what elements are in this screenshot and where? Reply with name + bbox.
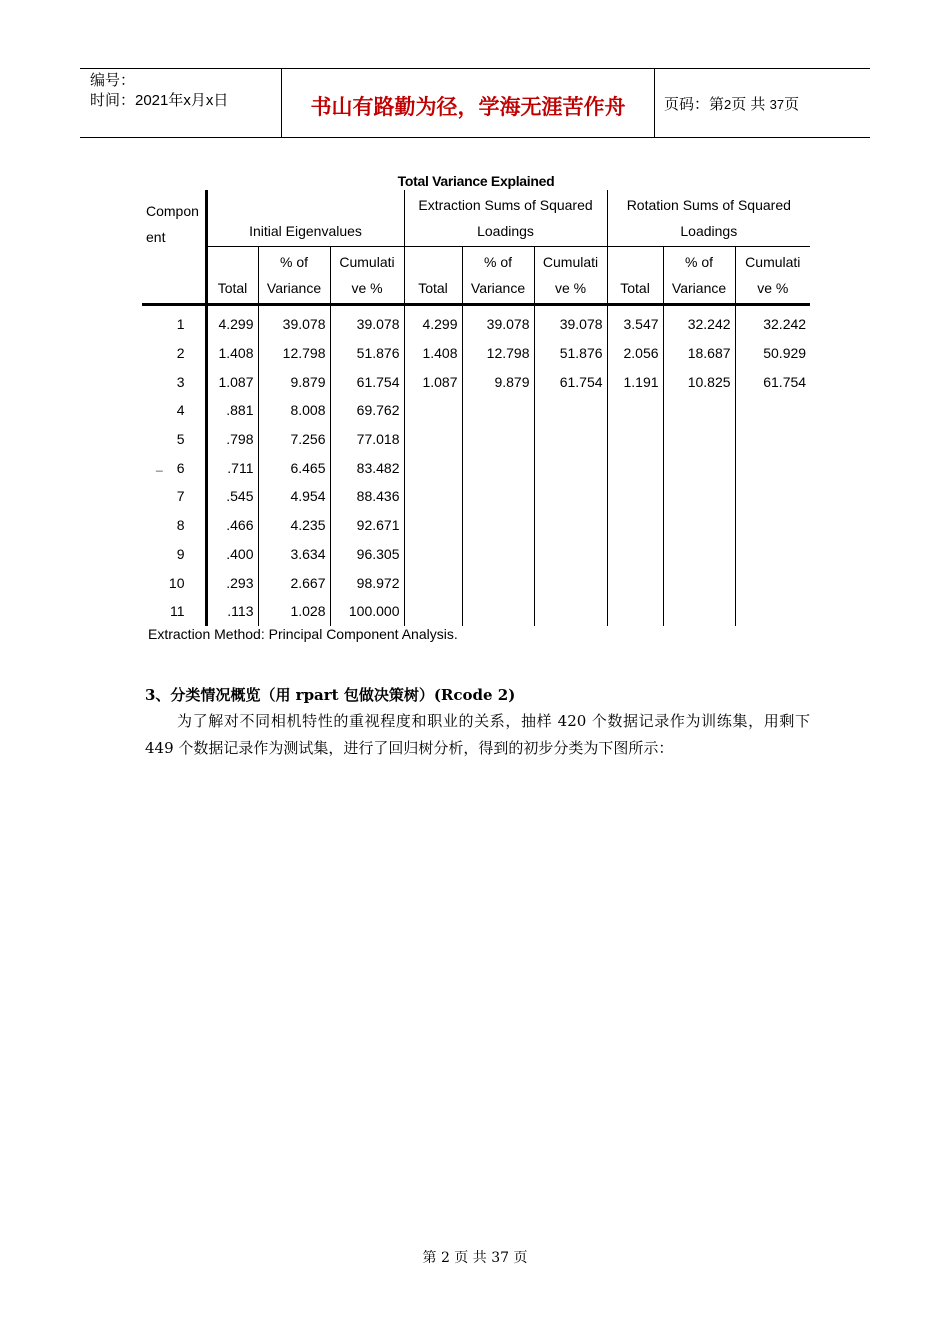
value-cell xyxy=(735,396,810,425)
page-footer: 第 2 页 共 37 页 xyxy=(422,1250,528,1266)
value-cell: 1.087 xyxy=(206,367,258,396)
subheader-total: Total xyxy=(404,247,462,305)
value-cell xyxy=(404,425,462,454)
value-cell: .113 xyxy=(206,597,258,626)
value-cell: 7.256 xyxy=(258,425,330,454)
value-cell: 39.078 xyxy=(534,305,607,339)
variance-table xyxy=(142,190,810,626)
value-cell: .798 xyxy=(206,425,258,454)
table-row xyxy=(142,597,810,626)
value-cell: 6.465 xyxy=(258,453,330,482)
group-header-initial: Initial Eigenvalues xyxy=(206,190,404,247)
value-cell: 83.482 xyxy=(330,453,404,482)
component-cell: 3 xyxy=(176,373,185,390)
table-row xyxy=(142,482,810,511)
value-cell xyxy=(663,396,735,425)
value-cell xyxy=(462,453,534,482)
value-cell xyxy=(534,540,607,569)
value-cell: .711 xyxy=(206,453,258,482)
table-row xyxy=(142,367,810,396)
value-cell xyxy=(534,453,607,482)
subheader-cum: Cumulati ve % xyxy=(534,247,607,305)
value-cell: 4.299 xyxy=(206,305,258,339)
value-cell: 32.242 xyxy=(663,305,735,339)
component-cell: 11 xyxy=(169,603,185,620)
value-cell xyxy=(534,482,607,511)
value-cell: 2.667 xyxy=(258,568,330,597)
subheader-cum: Cumulati ve % xyxy=(735,247,810,305)
value-cell xyxy=(735,540,810,569)
value-cell xyxy=(534,568,607,597)
value-cell: 12.798 xyxy=(462,339,534,368)
subheader-pct: % of Variance xyxy=(663,247,735,305)
component-cell: 10 xyxy=(168,574,185,591)
header-meta xyxy=(90,71,228,111)
value-cell: .400 xyxy=(206,540,258,569)
value-cell xyxy=(607,425,663,454)
value-cell xyxy=(607,482,663,511)
table-row xyxy=(142,453,810,482)
value-cell xyxy=(663,453,735,482)
value-cell: 1.408 xyxy=(206,339,258,368)
subheader-total: Total xyxy=(206,247,258,305)
value-cell: 9.879 xyxy=(462,367,534,396)
value-cell xyxy=(663,425,735,454)
value-cell: 10.825 xyxy=(663,367,735,396)
value-cell: 92.671 xyxy=(330,511,404,540)
value-cell: .466 xyxy=(206,511,258,540)
header-motto: 书山有路勤为径，学海无涯苦作舟 xyxy=(310,95,626,119)
value-cell xyxy=(404,396,462,425)
value-cell xyxy=(462,540,534,569)
col-header-component: Compon ent xyxy=(142,190,206,305)
value-cell xyxy=(735,453,810,482)
value-cell: 9.879 xyxy=(258,367,330,396)
value-cell: 39.078 xyxy=(258,305,330,339)
value-cell: 1.191 xyxy=(607,367,663,396)
value-cell: 1.087 xyxy=(404,367,462,396)
value-cell xyxy=(404,597,462,626)
value-cell xyxy=(735,597,810,626)
table-footnote: Extraction Method: Principal Component Analysis. xyxy=(148,626,458,642)
value-cell: .293 xyxy=(206,568,258,597)
value-cell: .881 xyxy=(206,396,258,425)
value-cell: 4.954 xyxy=(258,482,330,511)
value-cell xyxy=(663,568,735,597)
subheader-pct: % of Variance xyxy=(258,247,330,305)
group-header-extraction: Extraction Sums of Squared Loadings xyxy=(404,190,607,247)
value-cell: 32.242 xyxy=(735,305,810,339)
subheader-total: Total xyxy=(607,247,663,305)
header-divider xyxy=(654,69,655,137)
value-cell xyxy=(607,396,663,425)
header-date: 时间：2021年x月x日 xyxy=(90,92,229,109)
value-cell xyxy=(462,511,534,540)
stray-mark: _ xyxy=(156,458,163,472)
value-cell: 3.634 xyxy=(258,540,330,569)
value-cell xyxy=(607,568,663,597)
value-cell xyxy=(735,568,810,597)
value-cell: 4.235 xyxy=(258,511,330,540)
table-caption: Total Variance Explained xyxy=(397,173,555,189)
value-cell: 2.056 xyxy=(607,339,663,368)
header-page-number: 页码：第2页 共 37页 xyxy=(664,96,800,113)
value-cell xyxy=(462,396,534,425)
value-cell xyxy=(404,482,462,511)
value-cell xyxy=(404,511,462,540)
value-cell: 98.972 xyxy=(330,568,404,597)
value-cell xyxy=(735,511,810,540)
group-header-rotation: Rotation Sums of Squared Loadings xyxy=(607,190,810,247)
value-cell xyxy=(607,511,663,540)
value-cell: 100.000 xyxy=(330,597,404,626)
value-cell: 4.299 xyxy=(404,305,462,339)
value-cell: 50.929 xyxy=(735,339,810,368)
value-cell: 12.798 xyxy=(258,339,330,368)
value-cell: 39.078 xyxy=(462,305,534,339)
value-cell xyxy=(404,568,462,597)
header-code-label: 编号： xyxy=(90,72,136,89)
value-cell xyxy=(534,425,607,454)
component-cell: 6 xyxy=(176,459,185,476)
value-cell: 51.876 xyxy=(534,339,607,368)
subheader-row xyxy=(142,247,810,305)
value-cell xyxy=(607,597,663,626)
value-cell: 18.687 xyxy=(663,339,735,368)
value-cell: 39.078 xyxy=(330,305,404,339)
table-row xyxy=(142,511,810,540)
table-row xyxy=(142,425,810,454)
component-cell: 7 xyxy=(176,488,185,505)
value-cell xyxy=(404,540,462,569)
value-cell: 1.408 xyxy=(404,339,462,368)
value-cell: 77.018 xyxy=(330,425,404,454)
section-heading: 3、分类情况概览（用 rpart 包做决策树）(Rcode 2) xyxy=(145,686,516,704)
value-cell xyxy=(462,568,534,597)
subheader-pct: % of Variance xyxy=(462,247,534,305)
value-cell xyxy=(462,597,534,626)
value-cell: 8.008 xyxy=(258,396,330,425)
value-cell xyxy=(735,425,810,454)
value-cell xyxy=(663,482,735,511)
value-cell xyxy=(735,482,810,511)
value-cell: 61.754 xyxy=(534,367,607,396)
value-cell xyxy=(462,482,534,511)
value-cell: 88.436 xyxy=(330,482,404,511)
value-cell: 3.547 xyxy=(607,305,663,339)
value-cell xyxy=(404,453,462,482)
component-cell: 9 xyxy=(176,545,185,562)
value-cell: 96.305 xyxy=(330,540,404,569)
document-header xyxy=(80,68,870,138)
component-cell: 2 xyxy=(176,345,185,362)
value-cell xyxy=(534,511,607,540)
value-cell: 51.876 xyxy=(330,339,404,368)
subheader-cum: Cumulati ve % xyxy=(330,247,404,305)
table-row xyxy=(142,305,810,339)
table-row xyxy=(142,396,810,425)
table-body xyxy=(142,305,810,626)
value-cell: 61.754 xyxy=(330,367,404,396)
value-cell: 61.754 xyxy=(735,367,810,396)
table-row xyxy=(142,568,810,597)
table-row xyxy=(142,540,810,569)
section-paragraph: 为了解对不同相机特性的重视程度和职业的关系，抽样 420 个数据记录作为训练集，用剩下 449 个数据记录作为测试集，进行了回归树分析，得到的初步分类为下图所示： xyxy=(145,712,810,757)
value-cell: 69.762 xyxy=(330,396,404,425)
value-cell xyxy=(663,540,735,569)
value-cell xyxy=(534,396,607,425)
value-cell xyxy=(462,425,534,454)
value-cell xyxy=(663,511,735,540)
component-cell: 4 xyxy=(176,402,185,419)
table-row xyxy=(142,339,810,368)
component-cell: 1 xyxy=(176,316,185,333)
value-cell xyxy=(607,453,663,482)
value-cell: .545 xyxy=(206,482,258,511)
value-cell xyxy=(534,597,607,626)
component-cell: 8 xyxy=(176,517,185,534)
value-cell xyxy=(607,540,663,569)
value-cell xyxy=(663,597,735,626)
component-cell: 5 xyxy=(176,431,185,448)
value-cell: 1.028 xyxy=(258,597,330,626)
